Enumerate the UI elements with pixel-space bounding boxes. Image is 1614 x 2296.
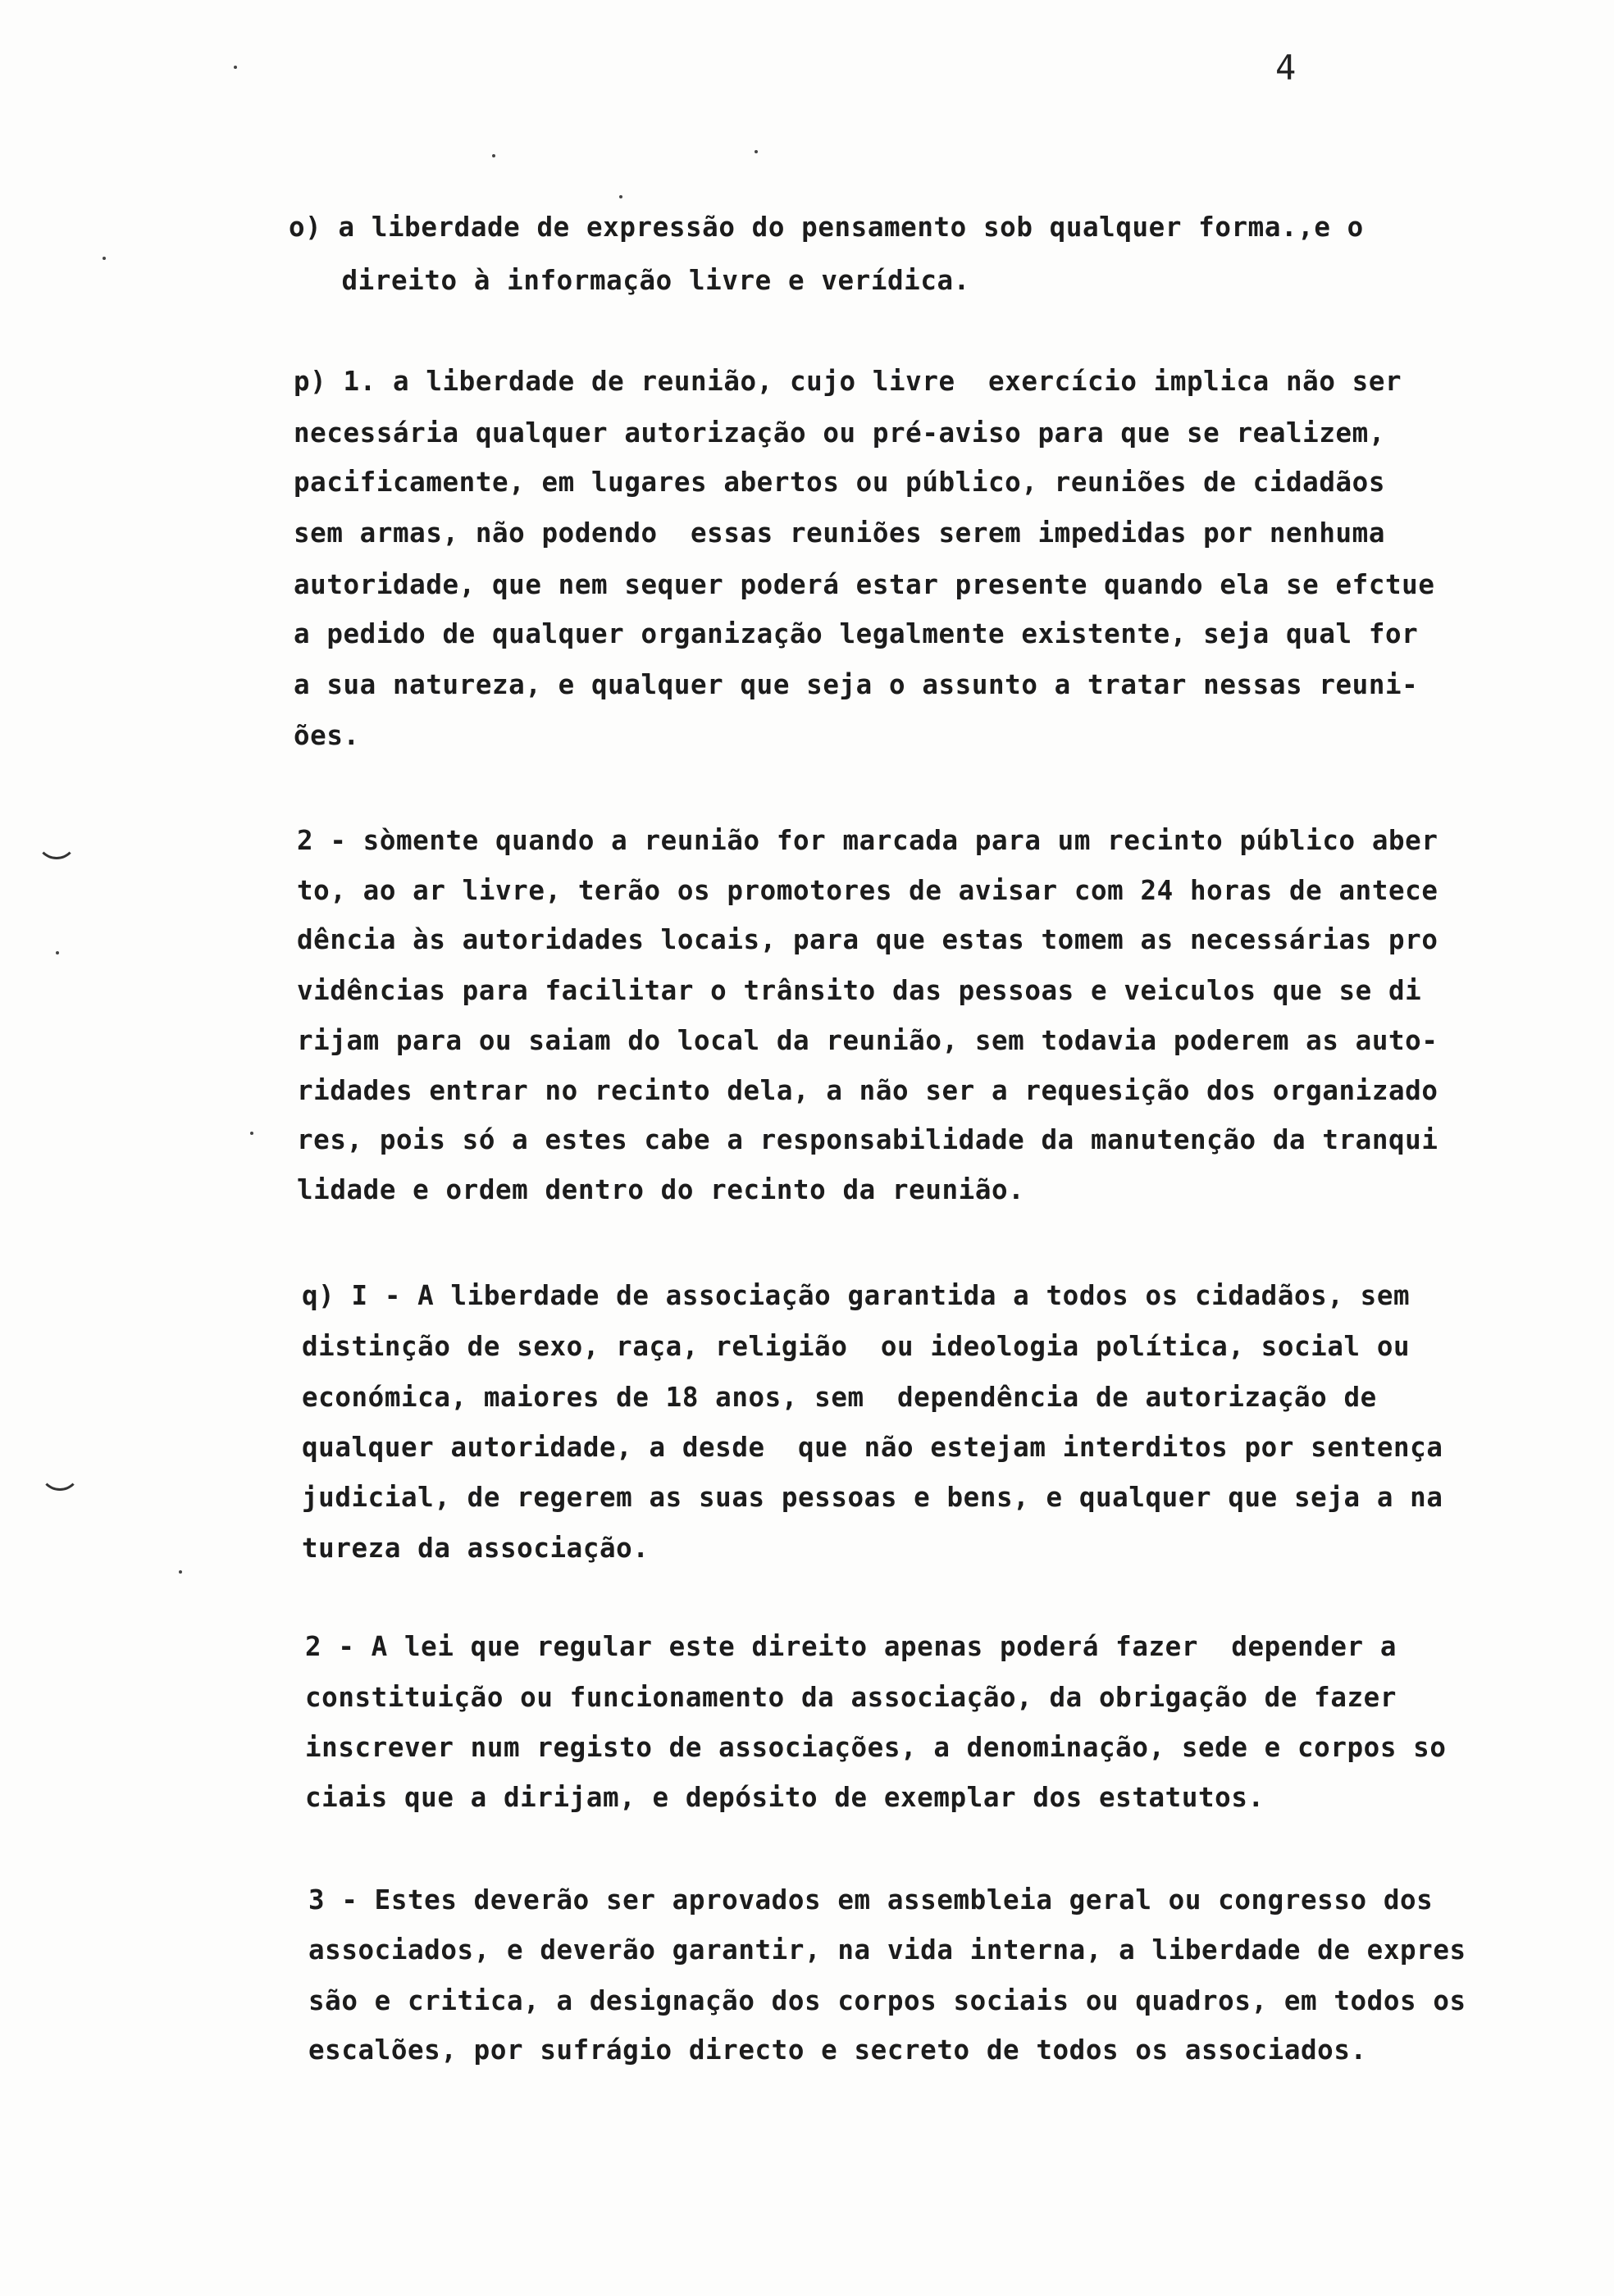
paragraph-p1-line-2: necessária qualquer autorização ou pré-aviso para que se realizem, [294, 417, 1385, 449]
paragraph-p2-line-6: ridades entrar no recinto dela, a não ser a requesição dos organizado [297, 1075, 1438, 1106]
paragraph-p2-line-1: 2 - sòmente quando a reunião for marcada para um recinto público aber [297, 825, 1438, 856]
speck [619, 195, 622, 198]
speck [103, 257, 106, 260]
paragraph-q2-line-2: constituição ou funcionamento da associação, da obrigação de fazer [305, 1682, 1397, 1713]
speck [250, 1132, 253, 1135]
paragraph-p2-line-8: lidade e ordem dentro do recinto da reunião. [297, 1174, 1025, 1205]
paragraph-q1-line-4: qualquer autoridade, a desde que não estejam interditos por sentença [302, 1432, 1443, 1463]
paragraph-q3-line-1: 3 - Estes deverão ser aprovados em assembleia geral ou congresso dos [308, 1884, 1434, 1916]
paragraph-q2-line-4: ciais que a dirijam, e depósito de exemplar dos estatutos. [305, 1782, 1265, 1813]
paragraph-p1-line-4: sem armas, não podendo essas reuniões serem impedidas por nenhuma [294, 517, 1385, 549]
paragraph-p1-line-7: a sua natureza, e qualquer que seja o assunto a tratar nessas reuni- [294, 669, 1419, 700]
paragraph-p2-line-7: res, pois só a estes cabe a responsabilidade da manutenção da tranqui [297, 1124, 1438, 1155]
margin-mark-bottom [39, 1468, 80, 1491]
paragraph-o-line-1: o) a liberdade de expressão do pensamento sob qualquer forma.,e o [289, 212, 1364, 243]
paragraph-q1-line-3: económica, maiores de 18 anos, sem dependência de autorização de [302, 1382, 1377, 1413]
paragraph-q1-line-1: q) I - A liberdade de associação garantida a todos os cidadãos, sem [302, 1280, 1411, 1311]
paragraph-q1-line-5: judicial, de regerem as suas pessoas e bens, e qualquer que seja a na [302, 1482, 1443, 1513]
paragraph-q2-line-1: 2 - A lei que regular este direito apenas poderá fazer depender a [305, 1631, 1397, 1662]
speck [179, 1570, 182, 1574]
paragraph-q3-line-4: escalões, por sufrágio directo e secreto de todos os associados. [308, 2034, 1367, 2066]
paragraph-q2-line-3: inscrever num registo de associações, a denominação, sede e corpos so [305, 1732, 1447, 1763]
paragraph-q3-line-2: associados, e deverão garantir, na vida interna, a liberdade de expres [308, 1934, 1466, 1966]
paragraph-p2-line-2: to, ao ar livre, terão os promotores de avisar com 24 horas de antece [297, 875, 1438, 906]
page-number: 4 [1275, 48, 1297, 88]
paragraph-p2-line-3: dência às autoridades locais, para que estas tomem as necessárias pro [297, 924, 1438, 955]
paragraph-o-line-2: direito à informação livre e verídica. [292, 265, 970, 296]
paragraph-q1-line-2: distinção de sexo, raça, religião ou ideologia política, social ou [302, 1331, 1411, 1362]
speck [56, 951, 59, 954]
paragraph-p1-line-6: a pedido de qualquer organização legalmente existente, seja qual for [294, 618, 1419, 649]
paragraph-p1-line-3: pacificamente, em lugares abertos ou público, reuniões de cidadãos [294, 467, 1385, 498]
paragraph-p2-line-5: rijam para ou saiam do local da reunião, sem todavia poderem as auto- [297, 1025, 1438, 1056]
paragraph-p2-line-4: vidências para facilitar o trânsito das pessoas e veiculos que se di [297, 975, 1422, 1006]
paragraph-p1-line-8: ões. [294, 720, 360, 751]
paragraph-p1-line-1: p) 1. a liberdade de reunião, cujo livre exercício implica não ser [294, 366, 1402, 397]
speck [492, 154, 495, 157]
paragraph-q3-line-3: são e critica, a designação dos corpos sociais ou quadros, em todos os [308, 1985, 1466, 2016]
speck [234, 66, 237, 69]
margin-mark-top [36, 836, 77, 859]
paragraph-q1-line-6: tureza da associação. [302, 1533, 650, 1564]
speck [755, 150, 758, 153]
paragraph-p1-line-5: autoridade, que nem sequer poderá estar presente quando ela se efctue [294, 569, 1435, 600]
